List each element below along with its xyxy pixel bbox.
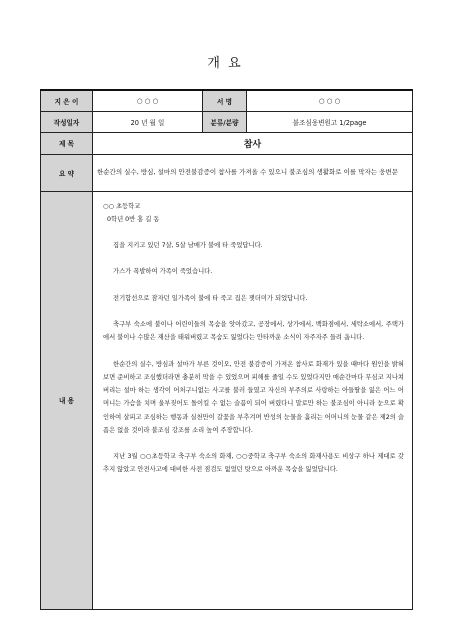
author-label: 지 은 이 [41,90,93,111]
date-value: 20 년 월 일 [93,111,203,132]
signature-label: 서 명 [203,90,247,111]
content-label: 내 용 [41,191,93,609]
summary-row [41,154,413,191]
content-row [41,191,413,609]
signature-value: ○ ○ ○ [247,90,413,111]
summary-form-table [40,89,413,610]
category-label: 분류/분량 [203,111,247,132]
subject-label: 제 목 [41,132,93,154]
subject-row [41,132,413,154]
subject-value: 참사 [93,132,413,154]
date-row [41,111,413,132]
student-line: 0학년 0반 홍 길 동 [107,215,160,223]
summary-value: 한순간의 실수, 방심, 설마의 안전불감증이 참사를 가져올 수 있으니 불조심의 생활화로 이를 막자는 웅변문 [93,154,413,191]
school-line: ○○ 초등학교 [103,202,141,210]
paragraph-3: 전기합선으로 잠자던 일가족이 불에 타 죽고 집은 잿더미가 되었답니다. [113,294,308,302]
date-label: 작성일자 [41,111,93,132]
paragraph-6: 지난 3월 ○○초등학교 축구부 숙소의 화재, ○○중학교 축구부 숙소의 화재사용도 비상구 하나 제대로 갖추지 않았고 안전사고에 대비한 사전 점검도 없었던 탓으로 아까운 목숨을 잃었답니다. [103,453,404,474]
content-body [93,191,413,609]
page-title: 개 요 [207,56,243,71]
paragraph-2: 가스가 폭발하여 가족이 죽었습니다. [113,268,213,276]
paragraph-1: 집을 지키고 있던 7살, 5살 남매가 불에 타 죽었답니다. [113,242,263,250]
paragraph-4: 축구부 숙소에 불이나 어린이들의 목숨을 앗아갔고, 공장에서, 상가에서, 백화점에서, 세탁소에서, 주택가에서 불이나 수많은 재산을 태워버렸고 목숨도 잃었다는 안타까운 소식이 자주자주 들려 옵니다. [103,321,404,342]
author-value: ○ ○ ○ [93,90,203,111]
summary-label: 요 약 [41,154,93,191]
category-value: 불조심웅변원고 1/2page [247,111,413,132]
paragraph-5: 한순간의 실수, 방심과 설마가 부른 것이오, 안전 불감증이 가져온 참사로 화재가 있을 때마다 원인을 밝혀보면 준비하고 조심했더라면 충분히 막을 수 있었으며 피해를 줄일 수도 있었다지만 매순간마다 무심코 지나쳐 버리는 설마 하는 생각이 어처구니없는 사고를 불러 들였고 자신의 부주의로 사랑하는 아들딸을 잃은 어느 어머니는 가슴을 치며 울부짖어도 돌이킬 수 없는 슬픔이 되어 버렸다니 말로만 하는 불조심이 아니라 눈으로 확인하여 살피고 조심하는 행동과 실천만이 갈꽃을 부추겨며 반성의 눈물을 흘리는 어머니의 눈물 같은 제2의 슬픔은 없을 것이라 불조심 강조를 소리 높여 주장합니다. [103,360,404,434]
author-row [41,90,413,111]
